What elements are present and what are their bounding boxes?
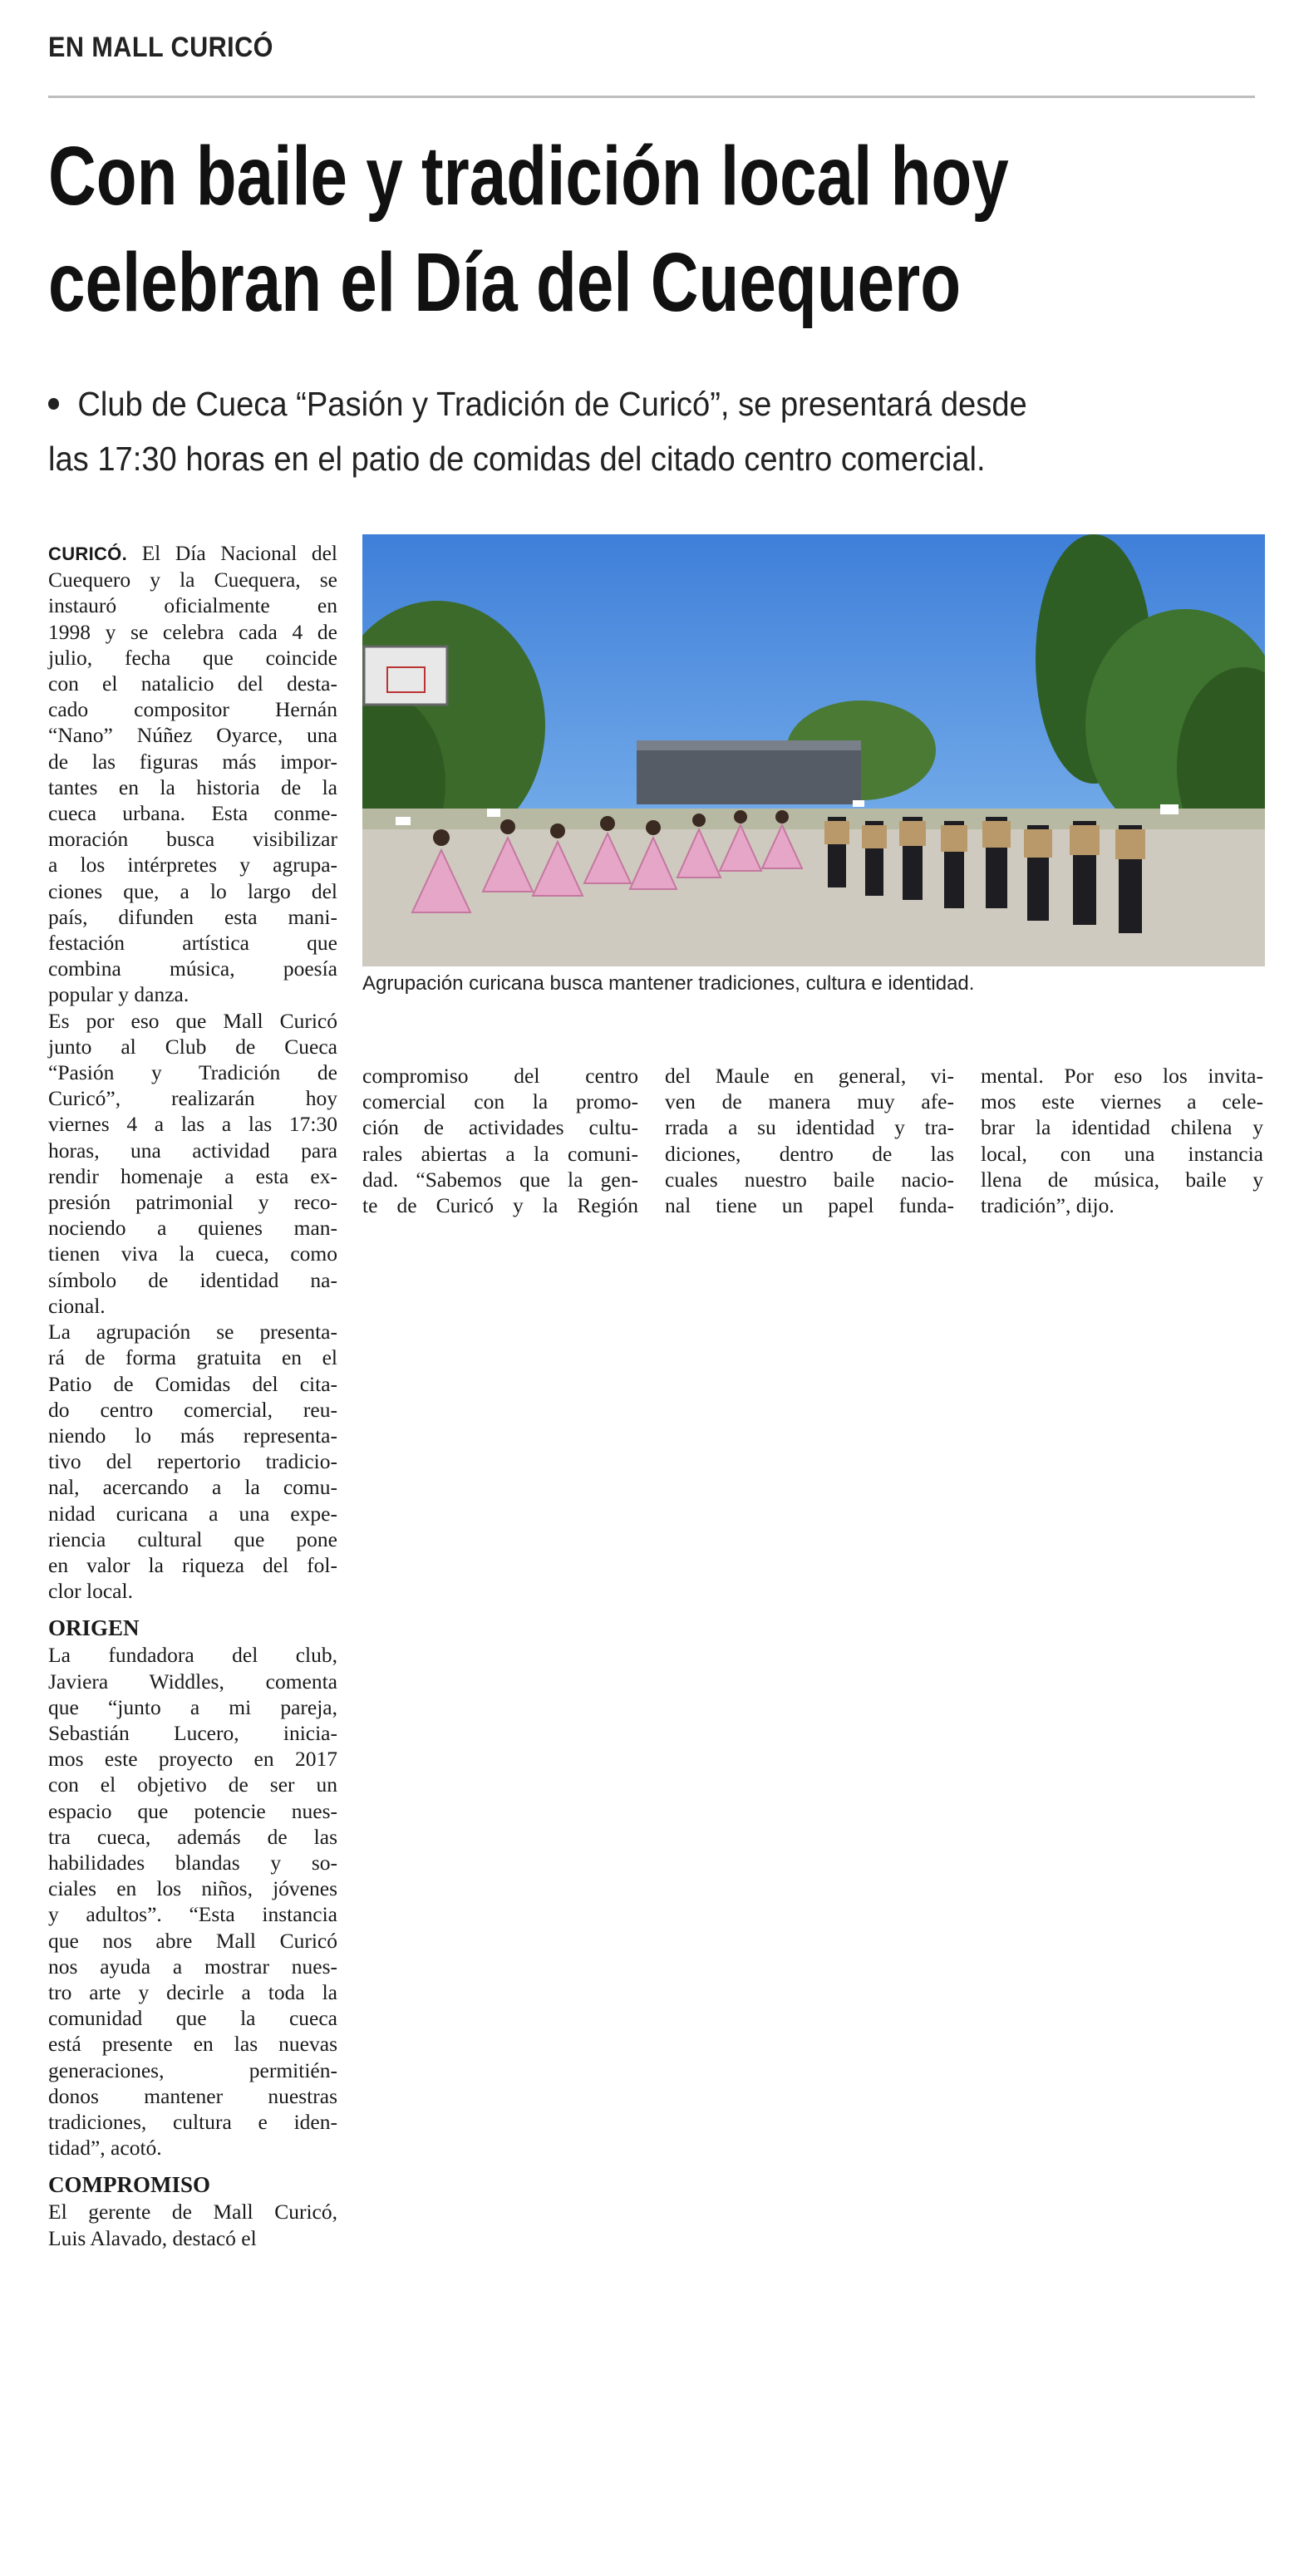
body-line: en valor la riqueza del fol- [48, 1552, 337, 1577]
body-line: donos mantener nuestras [48, 2083, 337, 2108]
body-line: dad. “Sabemos que la gen- [362, 1167, 638, 1192]
col2-lines [362, 1063, 638, 1218]
body-line: tra cueca, además de las [48, 1824, 337, 1849]
body-line: El gerente de Mall Curicó, [48, 2200, 337, 2225]
bullet-icon [48, 398, 59, 410]
body-line: “Pasión y Tradición de [48, 1060, 337, 1085]
dancers-photo-illustration [362, 534, 1265, 966]
body-line: ciones que, a lo largo del [48, 878, 337, 903]
body-line: Es por eso que Mall Curicó [48, 1008, 337, 1033]
body-line: espacio que potencie nues- [48, 1798, 337, 1823]
col1-lines [48, 567, 337, 1604]
body-line: que “junto a mi pareja, [48, 1694, 337, 1719]
body-line: que nos abre Mall Curicó [48, 1928, 337, 1953]
body-line: rá de forma gratuita en el [48, 1345, 337, 1370]
article-column-3 [665, 1063, 954, 1218]
body-line: tradición”, dijo. [981, 1193, 1115, 1218]
body-line: Patio de Comidas del cita- [48, 1371, 337, 1396]
col3-lines [665, 1063, 954, 1218]
body-line: do centro comercial, reu- [48, 1397, 337, 1422]
body-line: La fundadora del club, [48, 1643, 337, 1668]
body-line: tienen viva la cueca, como [48, 1241, 337, 1266]
body-line: nal tiene un papel funda- [665, 1193, 954, 1218]
body-line: riencia cultural que pone [48, 1526, 337, 1551]
body-line: Cuequero y la Cuequera, se [48, 568, 337, 592]
body-line: 1998 y se celebra cada 4 de [48, 619, 337, 644]
body-line: rrada a su identidad y tra- [665, 1115, 954, 1140]
body-line: cuales nuestro baile nacio- [665, 1167, 954, 1192]
body-line: compromiso del centro [362, 1064, 638, 1088]
body-line: presión patrimonial y reco- [48, 1190, 337, 1215]
body-line: “Nano” Núñez Oyarce, una [48, 723, 337, 748]
body-line: Curicó”, realizarán hoy [48, 1086, 337, 1111]
body-line: a los intérpretes y agrupa- [48, 853, 337, 878]
body-line: cado compositor Hernán [48, 697, 337, 722]
body-line: local, con una instancia [981, 1141, 1263, 1166]
body-line: está presente en las nuevas [48, 2032, 337, 2057]
col1b-lines [48, 1642, 337, 2161]
body-line: Luis Alavado, destacó el [48, 2225, 257, 2250]
lead-line-2: las 17:30 horas en el patio de comidas del citado centro comercial. [48, 440, 986, 478]
col4-lines [981, 1063, 1263, 1218]
body-line: con el natalicio del desta- [48, 671, 337, 696]
body-line: festación artística que [48, 931, 337, 956]
section-tag: EN MALL CURICÓ [48, 32, 273, 63]
lead-line-1: Club de Cueca “Pasión y Tradición de Curicó”, se presentará desde [77, 385, 1027, 423]
dateline: CURICÓ. [48, 543, 127, 564]
body-line: cional. [48, 1293, 106, 1318]
body-line: Javiera Widdles, comenta [48, 1669, 337, 1694]
headline-line-1: Con baile y tradición local hoy [48, 130, 1009, 223]
body-line: comunidad que la cueca [48, 2006, 337, 2031]
subhead-origen: ORIGEN [48, 1615, 140, 1641]
body-line: junto al Club de Cueca [48, 1034, 337, 1059]
body-line: rendir homenaje a esta ex- [48, 1163, 337, 1188]
body-line: tro arte y decirle a toda la [48, 1979, 337, 2004]
body-line: horas, una actividad para [48, 1138, 337, 1163]
body-line: nos ayuda a mostrar nues- [48, 1954, 337, 1979]
body-line: y adultos”. “Esta instancia [48, 1902, 337, 1927]
body-line: nidad curicana a una expe- [48, 1501, 337, 1526]
body-line: viernes 4 a las a las 17:30 [48, 1112, 337, 1137]
body-line: habilidades blandas y so- [48, 1850, 337, 1875]
body-line: La agrupación se presenta- [48, 1320, 337, 1345]
body-line: diciones, dentro de las [665, 1141, 954, 1166]
body-line: del Maule en general, vi- [665, 1064, 954, 1088]
body-line: tidad”, acotó. [48, 2136, 162, 2161]
subhead-compromiso: COMPROMISO [48, 2172, 210, 2198]
body-line: tradiciones, cultura e iden- [48, 2109, 337, 2134]
article-column-1 [48, 540, 337, 2251]
article-column-4 [981, 1063, 1263, 1218]
body-line: combina música, poesía [48, 956, 337, 981]
body-line: te de Curicó y la Región [362, 1193, 638, 1218]
body-line: julio, fecha que coincide [48, 645, 337, 670]
body-line: rales abiertas a la comuni- [362, 1141, 638, 1166]
body-line: niendo lo más representa- [48, 1423, 337, 1448]
lead-summary [48, 376, 1208, 486]
body-line: país, difunden esta mani- [48, 904, 337, 929]
body-line: El Día Nacional del [141, 541, 338, 565]
body-line: símbolo de identidad na- [48, 1267, 337, 1292]
body-line: clor local. [48, 1579, 133, 1604]
article-column-2 [362, 1063, 638, 1218]
body-line: ción de actividades cultu- [362, 1115, 638, 1140]
body-line: ven de manera muy afe- [665, 1089, 954, 1114]
body-line: popular y danza. [48, 982, 189, 1007]
body-line: nal, acercando a la comu- [48, 1475, 337, 1500]
headline-line-2: celebran el Día del Cuequero [48, 236, 962, 329]
headline [48, 123, 1245, 336]
body-line: ciales en los niños, jóvenes [48, 1876, 337, 1901]
body-line: mos este proyecto en 2017 [48, 1747, 337, 1772]
body-line: con el objetivo de ser un [48, 1772, 337, 1797]
body-line: brar la identidad chilena y [981, 1115, 1263, 1140]
body-line: cueca urbana. Esta conme- [48, 801, 337, 826]
body-line: de las figuras más impor- [48, 749, 337, 774]
col1c-lines [48, 2199, 337, 2250]
body-line: Sebastián Lucero, inicia- [48, 1720, 337, 1745]
body-line: instauró oficialmente en [48, 593, 337, 618]
body-line: tantes en la historia de la [48, 774, 337, 799]
body-line: mos este viernes a cele- [981, 1089, 1263, 1114]
col1-first-line [48, 540, 337, 567]
body-line: comercial con la promo- [362, 1089, 638, 1114]
body-line: generaciones, permitién- [48, 2057, 337, 2082]
body-line: llena de música, baile y [981, 1167, 1263, 1192]
body-line: nociendo a quienes man- [48, 1216, 337, 1241]
body-line: mental. Por eso los invita- [981, 1064, 1263, 1088]
article-photo [362, 534, 1265, 966]
body-line: tivo del repertorio tradicio- [48, 1449, 337, 1474]
section-divider [48, 96, 1255, 98]
photo-caption: Agrupación curicana busca mantener tradiciones, cultura e identidad. [362, 972, 975, 995]
body-line: moración busca visibilizar [48, 827, 337, 852]
